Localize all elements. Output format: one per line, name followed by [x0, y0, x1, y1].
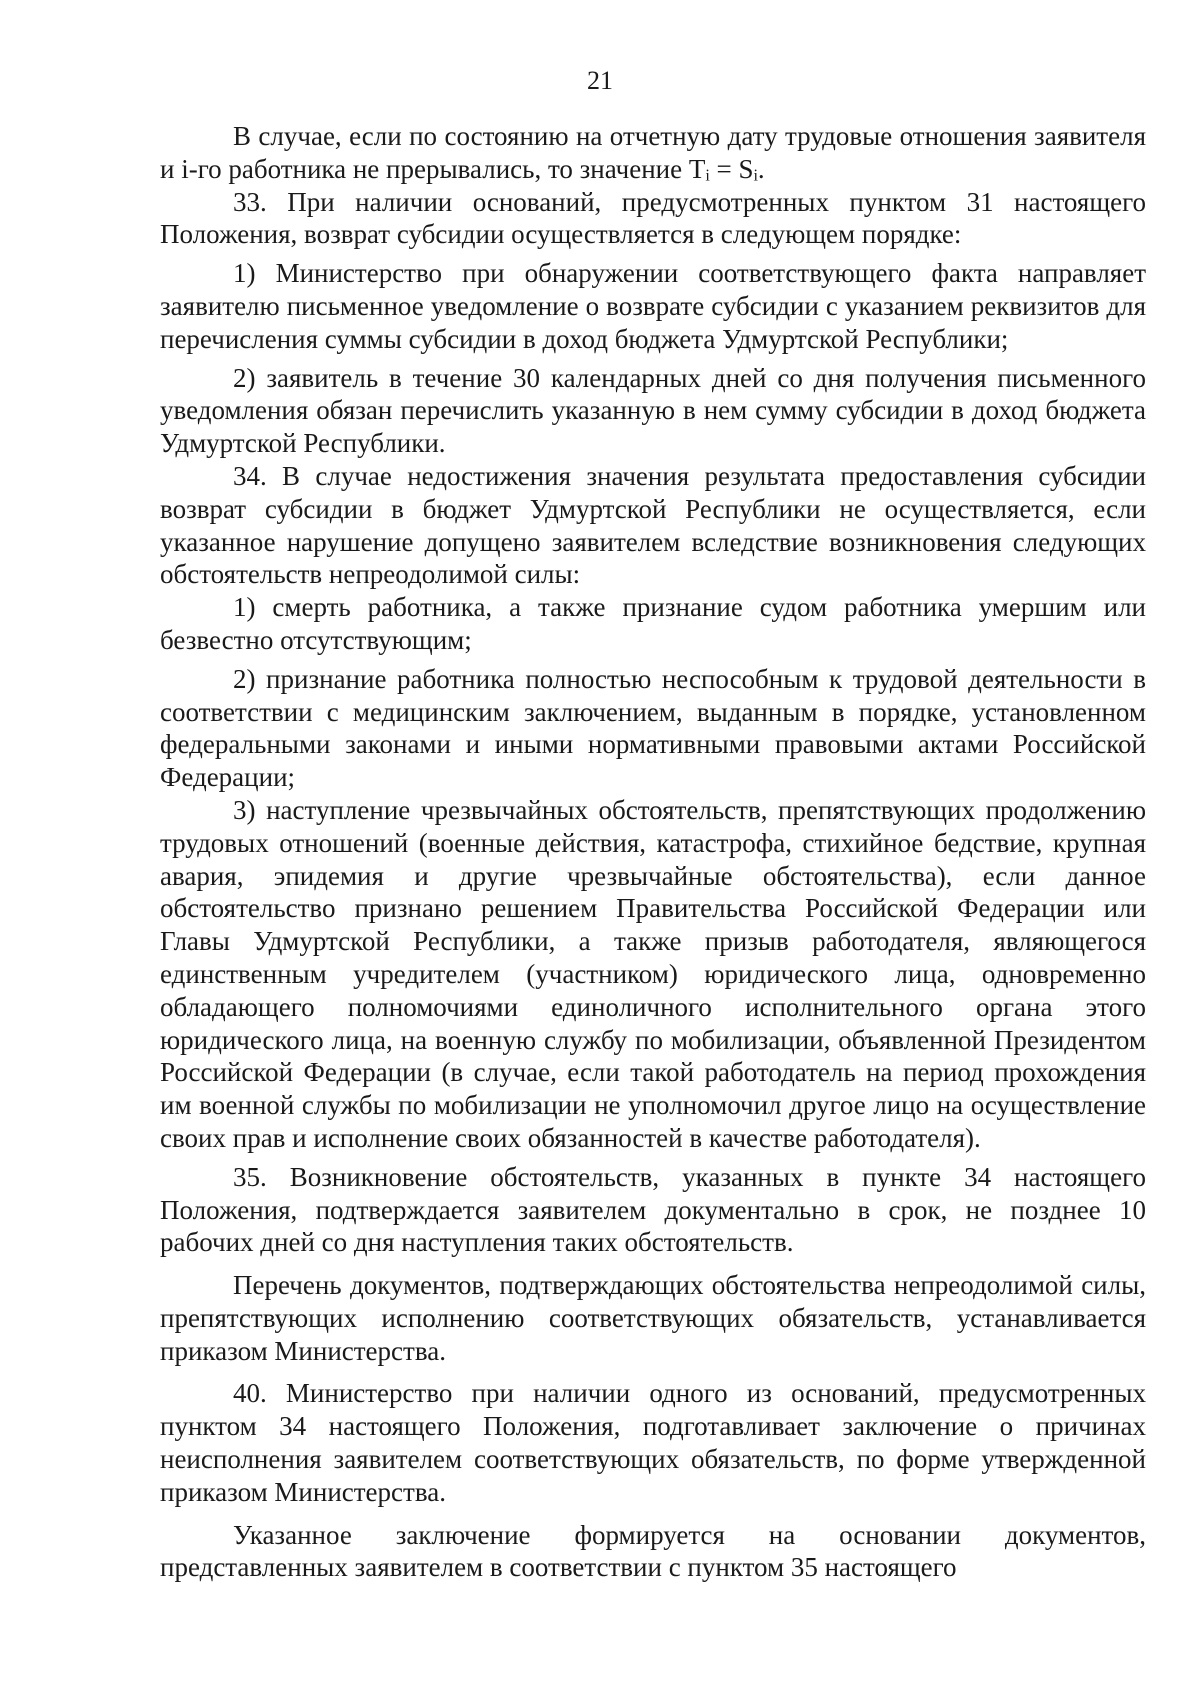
- paragraph-item-35: 35. Возникновение обстоятельств, указанных в пункте 34 настоящего Положения, подтверждается заявителем документально в срок, не позднее 10 рабочих дней со дня наступления таких обстоятельств.: [160, 1161, 1146, 1258]
- paragraph-ti-equals-si: В случае, если по состоянию на отчетную дату трудовые отношения заявителя и i-го работника не прерывались, то значение Tᵢ = Sᵢ.: [160, 121, 1146, 184]
- paragraph-item-33-2: 2) заявитель в течение 30 календарных дней со дня получения письменного уведомления обязан перечислить указанную в нем сумму субсидии в доход бюджета Удмуртской Республики.: [160, 362, 1146, 459]
- paragraph-item-34: 34. В случае недостижения значения результата предоставления субсидии возврат субсидии в бюджет Удмуртской Республики не осуществляется, если указанное нарушение допущено заявителем вследствие возникновения следующих обстоятельств непреодолимой силы:: [160, 460, 1146, 590]
- paragraph-item-33-1: 1) Министерство при обнаружении соответствующего факта направляет заявителю письменное уведомление о возврате субсидии с указанием реквизитов для перечисления суммы субсидии в доход бюджета Удмуртской Республики;: [160, 258, 1146, 354]
- paragraph-conclusion: Указанное заключение формируется на основании документов, представленных заявителем в соответствии с пунктом 35 настоящего: [160, 1519, 1146, 1583]
- paragraph-item-34-2: 2) признание работника полностью неспособным к трудовой деятельности в соответствии с медицинским заключением, выданным в порядке, установленном федеральными законами и иными нормативными правовыми актами Российской Федерации;: [160, 663, 1146, 793]
- paragraph-documents-list: Перечень документов, подтверждающих обстоятельства непреодолимой силы, препятствующих исполнению соответствующих обязательств, устанавливается приказом Министерства.: [160, 1270, 1146, 1366]
- paragraph-item-33: 33. При наличии оснований, предусмотренных пунктом 31 настоящего Положения, возврат субсидии осуществляется в следующем порядке:: [160, 186, 1146, 250]
- paragraph-item-40: 40. Министерство при наличии одного из оснований, предусмотренных пунктом 34 настоящего Положения, подготавливает заключение о причинах неисполнения заявителем соответствующих обязательств, по форме утвержденной приказом Министерства.: [160, 1378, 1146, 1507]
- paragraph-item-34-1: 1) смерть работника, а также признание судом работника умершим или безвестно отсутствующим;: [160, 592, 1146, 655]
- paragraph-item-34-3: 3) наступление чрезвычайных обстоятельств, препятствующих продолжению трудовых отношений (военные действия, катастрофа, стихийное бедствие, крупная авария, эпидемия и другие чрезвычайные обстоятельства), если данное обстоятельство признано решением Правительства Российской Федерации или Главы Удмуртской Республики, а также призыв работодателя, являющегося единственным учредителем (участником) юридического лица, одновременно обладающего полномочиями единоличного исполнительного органа этого юридического лица, на военную службу по мобилизации, объявленной Президентом Российской Федерации (в случае, если такой работодатель на период прохождения им военной службы по мобилизации не уполномочил другое лицо на осуществление своих прав и исполнение своих обязанностей в качестве работодателя).: [160, 794, 1146, 1153]
- page-number: 21: [587, 66, 613, 95]
- document-body: [160, 120, 1146, 1584]
